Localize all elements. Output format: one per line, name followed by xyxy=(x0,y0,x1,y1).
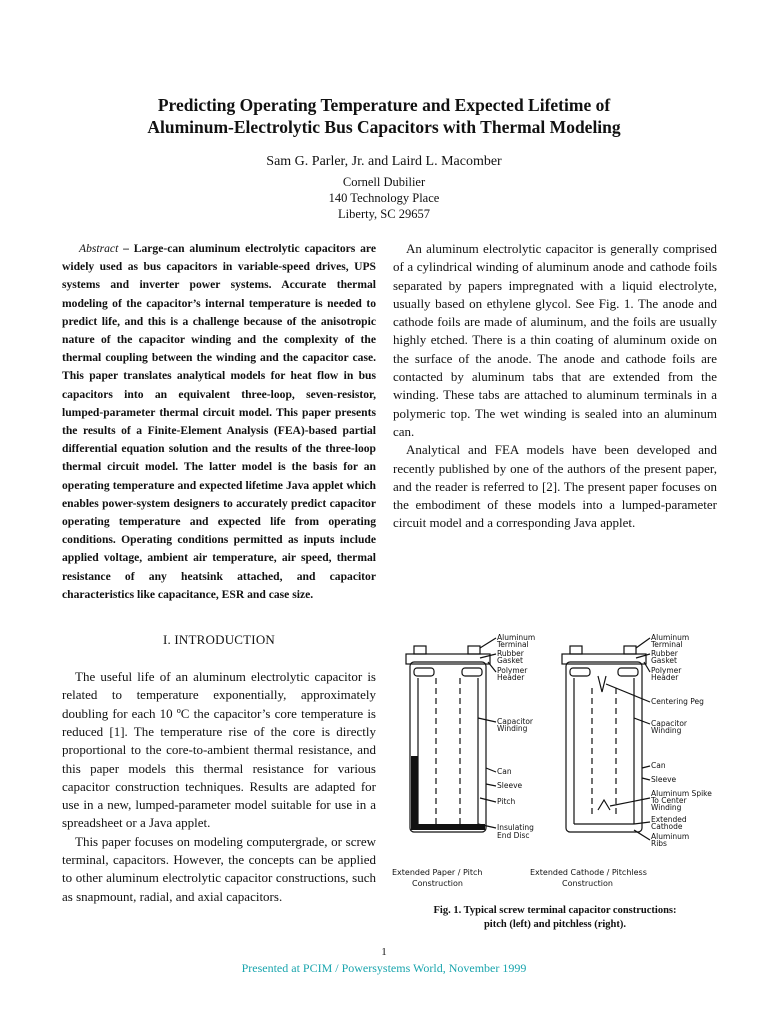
authors: Sam G. Parler, Jr. and Laird L. Macomber xyxy=(266,154,502,169)
right-tab-a xyxy=(570,668,590,676)
right-label-3: Gasket xyxy=(651,656,677,665)
left-label-3: Gasket xyxy=(497,656,523,665)
left-pitch-fill xyxy=(411,756,418,830)
affiliation-line-1: Cornell Dubilier xyxy=(342,175,426,189)
left-label-12: End Disc xyxy=(497,831,530,840)
left-can-outline xyxy=(410,662,486,832)
body-paragraph-1: An aluminum electrolytic capacitor is generally comprised of a cylindrical winding of aluminum anode and cathode foils separated by papers impregnated with a liquid electrolyte, usually based on ethylene glycol. See Fig. 1. The anode and cathode foils are made of aluminum, and the foils are usually highly etched. There is a thin coating of aluminum oxide on the surface of the anode. The anode and cathode foils are contacted by aluminum tabs that are extended from the winding. These tabs are attached to aluminum terminals in a polymeric top. The wet winding is sealed into an aluminum can. xyxy=(393,241,717,439)
right-label-11: Aluminum Spike xyxy=(651,789,712,798)
left-label-5: Header xyxy=(497,673,525,682)
affiliation-line-2: 140 Technology Place xyxy=(328,191,440,205)
title-line-2: Aluminum-Electrolytic Bus Capacitors with Thermal Modeling xyxy=(147,117,621,137)
right-label-9: Can xyxy=(651,761,666,770)
figure-1 xyxy=(388,628,718,896)
left-label-7: Winding xyxy=(497,724,528,733)
affiliation-line-3: Liberty, SC 29657 xyxy=(338,207,430,221)
left-label-4: Polymer xyxy=(497,666,528,675)
right-label-0: Aluminum xyxy=(651,633,690,642)
abstract-text: Large-can aluminum electrolytic capacitors are widely used as bus capacitors in variable-speed drives, UPS systems and inverter power systems. Accurate thermal modeling of the capacitor’s internal temperature is needed to predict life, and this is a challenge because of the anisotropic nature of the capacitor winding and the complexity of the thermal coupling between the winding and the capacitor case. This paper translates analytical models for heat flow in bus capacitors into an equivalent three-loop, seven-resistor, lumped-parameter thermal circuit model. This paper presents the results of a Finite-Element Analysis (FEA)-based partial differential equation solution and the results of the three-loop thermal circuit model. The latter model is the basis for an operating temperature and expected lifetime Java applet which enables power-system designers to accurately predict capacitor operating temperature and expected life from operating conditions. Operating conditions permitted as inputs include applied voltage, ambient air temperature, air speed, thermal resistance of any heatsink attached, and capacitor characteristics like capacitance, ESR and case size. xyxy=(62,242,377,601)
right-label-15: Cathode xyxy=(651,822,683,831)
right-label-8: Winding xyxy=(651,726,682,735)
left-label-2: Rubber xyxy=(497,649,524,658)
right-label-17: Ribs xyxy=(651,839,667,848)
right-label-13: Winding xyxy=(651,803,682,812)
left-label-1: Terminal xyxy=(497,640,529,649)
right-terminal-a xyxy=(570,646,582,654)
figure-caption-line-2: pitch (left) and pitchless (right). xyxy=(483,919,627,930)
right-tab-b xyxy=(618,668,638,676)
intro-paragraph-2: This paper focuses on modeling computergrade, or screw terminal, capacitors. However, the concepts can be applied to other aluminum electrolytic capacitor constructions, such as snapmount, radial, and axial capacitors. xyxy=(62,833,376,904)
left-tab-a xyxy=(414,668,434,676)
right-label-4: Polymer xyxy=(651,666,682,675)
left-label-10: Pitch xyxy=(497,797,516,806)
right-label-6: Centering Peg xyxy=(651,697,704,706)
right-label-1: Terminal xyxy=(651,640,683,649)
right-label-14: Extended xyxy=(651,815,687,824)
page-number: 1 xyxy=(381,946,387,958)
left-label-11: Insulating xyxy=(497,823,534,832)
left-label-9: Sleeve xyxy=(497,781,523,790)
right-column xyxy=(393,240,717,533)
right-can-outline xyxy=(566,662,642,832)
paper-title xyxy=(0,94,768,138)
right-terminal-b xyxy=(624,646,636,654)
right-label-16: Aluminum xyxy=(651,832,690,841)
affiliation xyxy=(0,174,768,222)
right-label-2: Rubber xyxy=(651,649,678,658)
figure-caption xyxy=(393,904,717,932)
footer-note: Presented at PCIM / Powersystems World, November 1999 xyxy=(241,961,527,975)
abstract xyxy=(62,240,376,604)
section-heading-introduction: I. INTRODUCTION xyxy=(162,632,276,648)
centering-peg xyxy=(598,676,606,692)
abstract-label: Abstract xyxy=(79,242,119,255)
right-construction-caption-1: Extended Cathode / Pitchless xyxy=(530,868,647,877)
figure-caption-line-1: Fig. 1. Typical screw terminal capacitor constructions: xyxy=(433,905,677,916)
left-construction-caption-1: Extended Paper / Pitch xyxy=(392,868,483,877)
left-tab-b xyxy=(462,668,482,676)
left-label-6: Capacitor xyxy=(497,717,534,726)
left-label-8: Can xyxy=(497,767,512,776)
left-column xyxy=(62,240,376,906)
title-line-1: Predicting Operating Temperature and Expected Lifetime of xyxy=(157,95,611,115)
left-terminal-a xyxy=(414,646,426,654)
left-terminal-b xyxy=(468,646,480,654)
left-construction-caption-2: Construction xyxy=(412,879,463,888)
right-label-10: Sleeve xyxy=(651,775,677,784)
right-label-12: To Center xyxy=(651,796,687,805)
abstract-dash: – xyxy=(118,242,134,255)
capacitor-diagram xyxy=(388,628,718,896)
left-label-0: Aluminum xyxy=(497,633,536,642)
right-label-5: Header xyxy=(651,673,679,682)
intro-paragraph-1: The useful life of an aluminum electrolytic capacitor is related to temperature exponentially, approximately doubling for each 10 ºC the capacitor’s core temperature is reduced [1]. The temperature rise of the core is directly proportional to the core-to-ambient thermal resistance, and this paper models this thermal resistance for various capacitor construction techniques. Results are adapted for use in a new, lumped-parameter model suitable for use in a spreadsheet or a Java applet. xyxy=(62,669,376,831)
body-paragraph-2: Analytical and FEA models have been developed and recently published by one of the authors of the present paper, and the reader is referred to [2]. The present paper focuses on the embodiment of these models into a lumped-parameter circuit model and a corresponding Java applet. xyxy=(393,442,717,531)
right-construction-caption-2: Construction xyxy=(562,879,613,888)
right-label-7: Capacitor xyxy=(651,719,688,728)
aluminum-spike xyxy=(598,800,610,810)
